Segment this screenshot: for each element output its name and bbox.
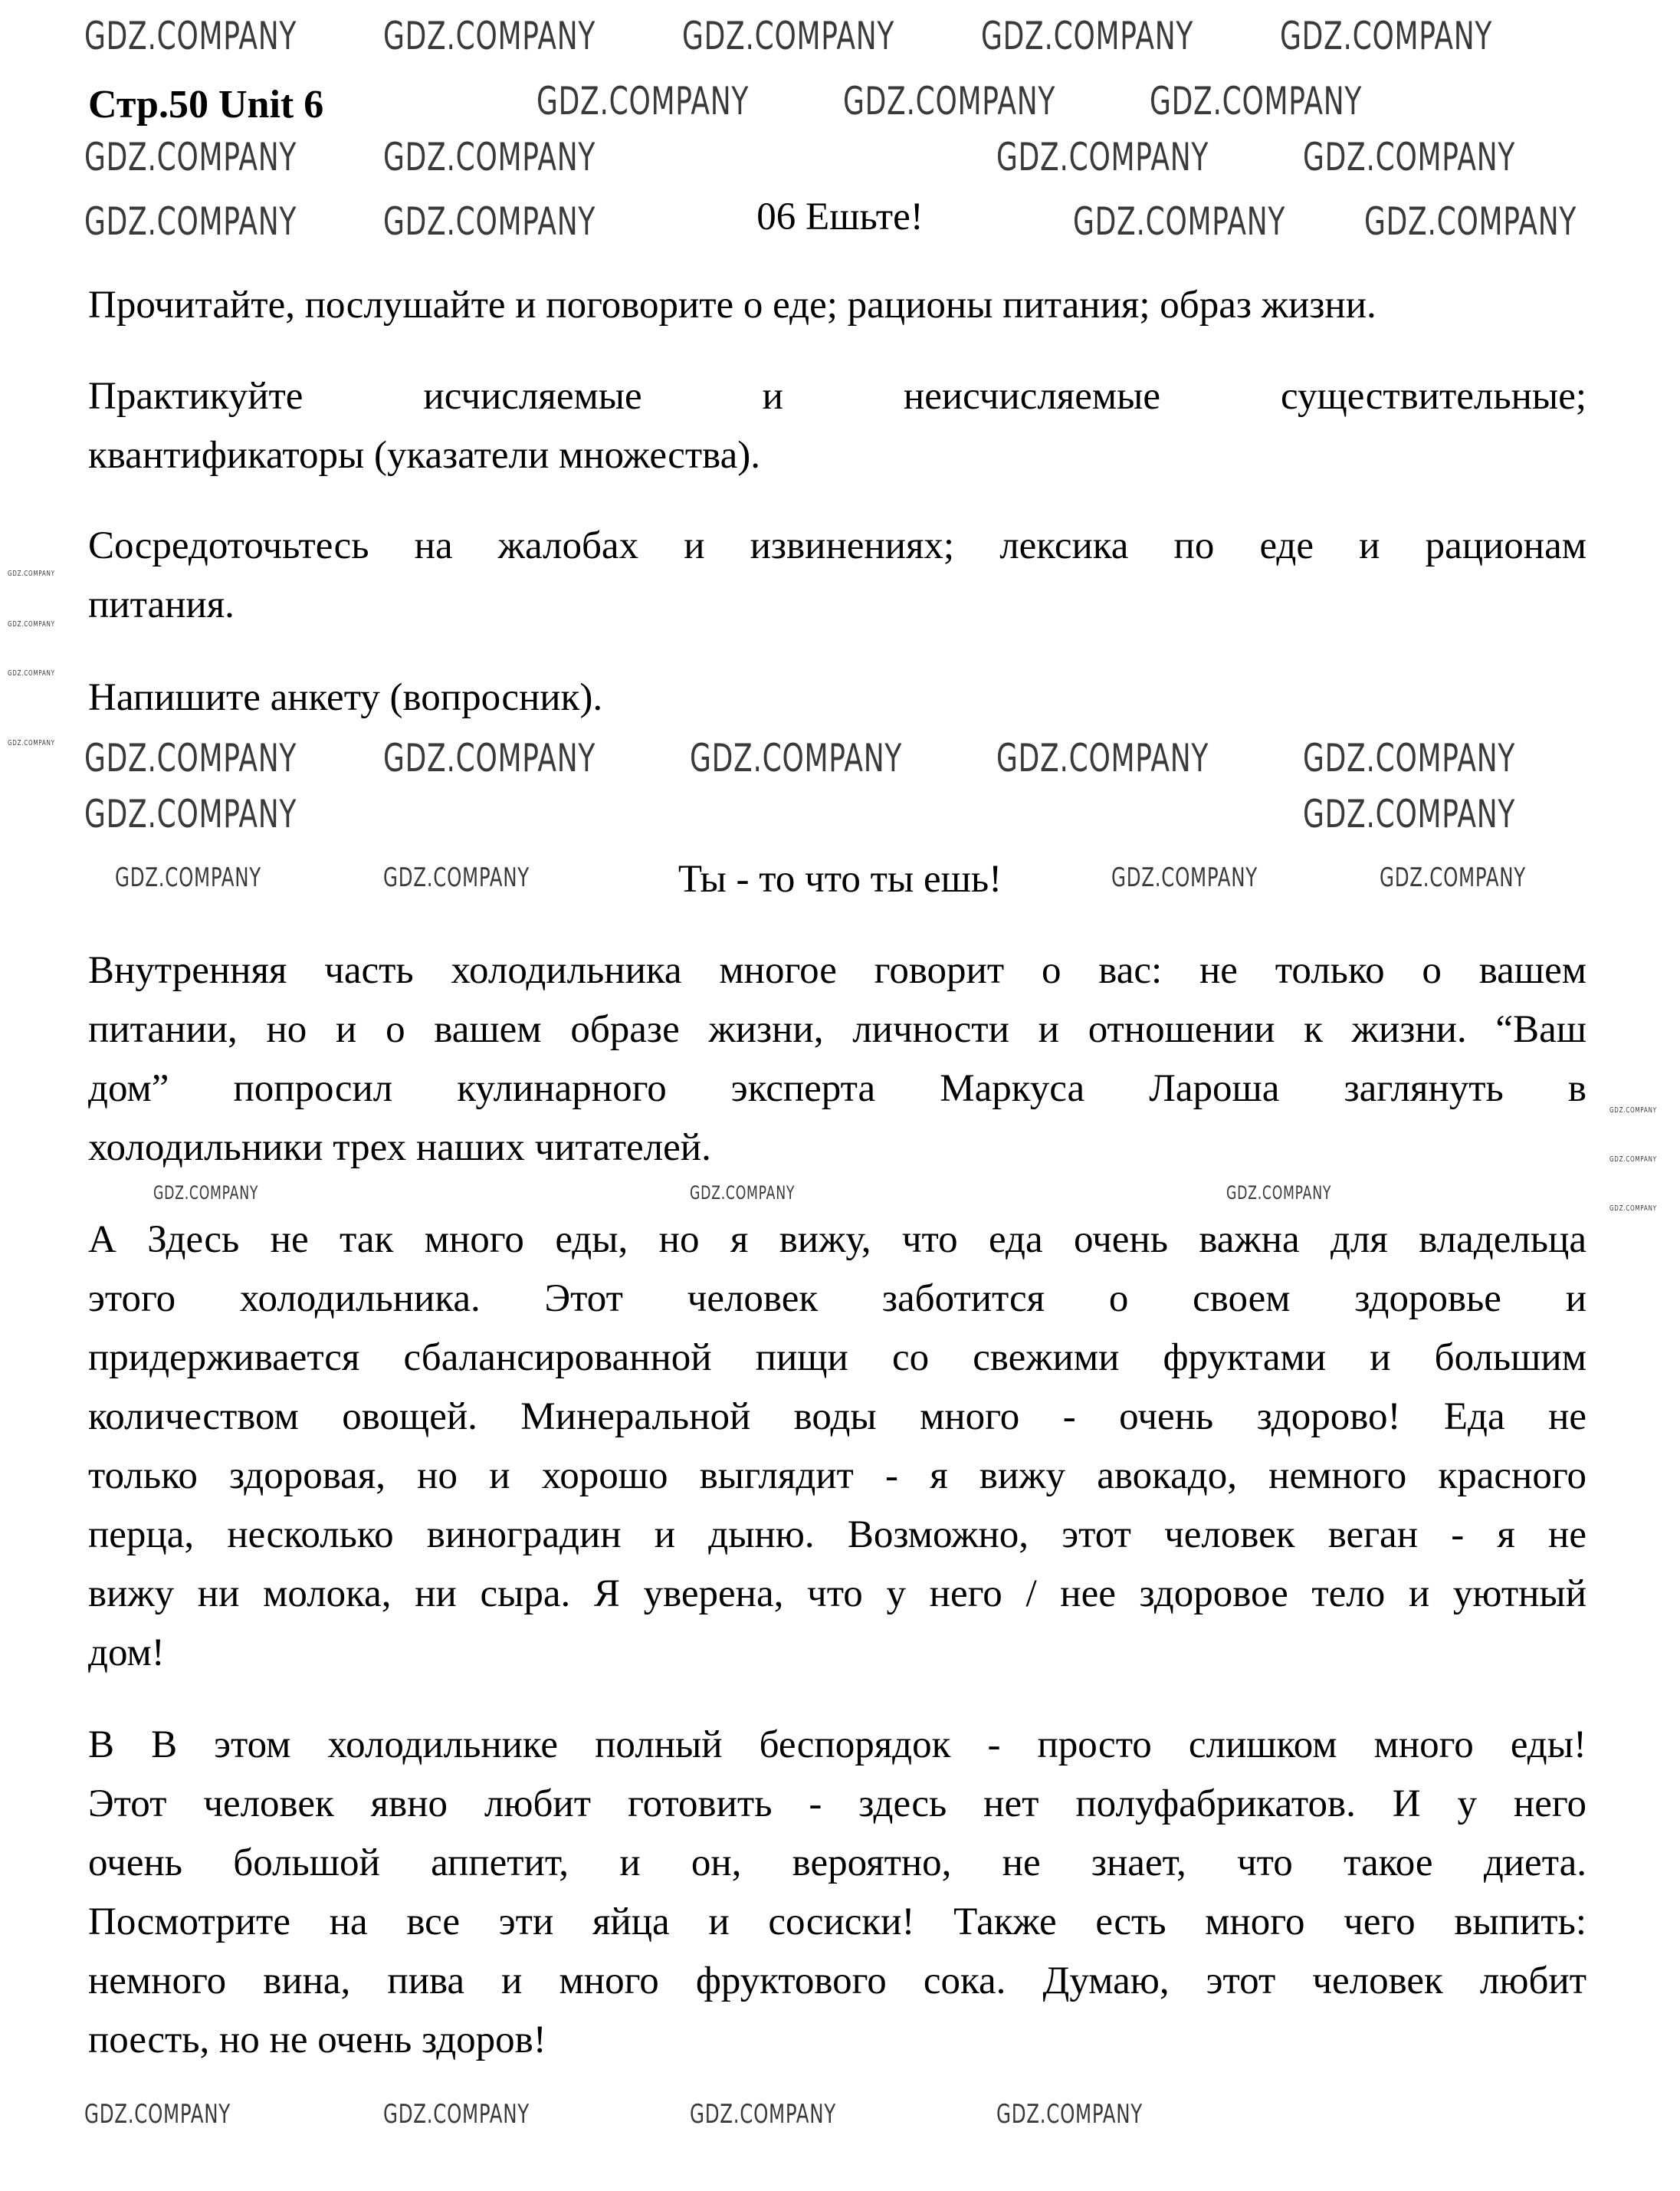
objective-3 bbox=[88, 517, 1586, 635]
watermark: GDZ.COMPANY bbox=[84, 135, 297, 179]
article-paragraph-a bbox=[88, 1210, 1586, 1683]
watermark: GDZ.COMPANY bbox=[383, 135, 596, 179]
text-line: вижу ни молока, ни сыра. Я уверена, что у него / нее здоровое тело и уютный bbox=[88, 1572, 1586, 1615]
article-paragraph-b bbox=[88, 1716, 1586, 2070]
text-line: квантификаторы (указатели множества). bbox=[88, 434, 760, 477]
watermark: GDZ.COMPANY bbox=[1303, 135, 1516, 179]
text-line: питании, но и о вашем образе жизни, личности и отношении к жизни. “Ваш bbox=[88, 1008, 1586, 1051]
watermark: GDZ.COMPANY bbox=[1073, 199, 1286, 244]
watermark: GDZ.COMPANY bbox=[383, 862, 530, 893]
text-line: дом” попросил кулинарного эксперта Маркуса Лароша заглянуть в bbox=[88, 1067, 1586, 1110]
watermark: GDZ.COMPANY bbox=[996, 2099, 1143, 2130]
watermark: GDZ.COMPANY bbox=[1609, 1155, 1657, 1164]
watermark: GDZ.COMPANY bbox=[84, 792, 297, 836]
text-line: Напишите анкету (вопросник). bbox=[88, 676, 603, 719]
watermark: GDZ.COMPANY bbox=[153, 1182, 259, 1204]
watermark: GDZ.COMPANY bbox=[383, 14, 596, 58]
watermark: GDZ.COMPANY bbox=[682, 14, 895, 58]
objective-2 bbox=[88, 367, 1586, 485]
watermark: GDZ.COMPANY bbox=[1280, 14, 1493, 58]
watermark: GDZ.COMPANY bbox=[84, 14, 297, 58]
watermark: GDZ.COMPANY bbox=[996, 736, 1209, 780]
text-line: очень большой аппетит, и он, вероятно, не знает, что такое диета. bbox=[88, 1841, 1586, 1884]
watermark: GDZ.COMPANY bbox=[690, 2099, 836, 2130]
text-line: Практикуйте исчисляемые и неисчисляемые существительные; bbox=[88, 375, 1586, 418]
article-paragraph-intro bbox=[88, 941, 1586, 1178]
watermark: GDZ.COMPANY bbox=[981, 14, 1194, 58]
text-line: В В этом холодильнике полный беспорядок - просто слишком много еды! bbox=[88, 1723, 1586, 1766]
watermark: GDZ.COMPANY bbox=[84, 736, 297, 780]
watermark: GDZ.COMPANY bbox=[1380, 862, 1526, 893]
watermark: GDZ.COMPANY bbox=[1303, 792, 1516, 836]
watermark: GDZ.COMPANY bbox=[8, 739, 55, 747]
watermark: GDZ.COMPANY bbox=[1150, 79, 1363, 123]
watermark: GDZ.COMPANY bbox=[8, 620, 55, 629]
text-line: поесть, но не очень здоров! bbox=[88, 2019, 546, 2061]
watermark: GDZ.COMPANY bbox=[1609, 1106, 1657, 1115]
watermark: GDZ.COMPANY bbox=[383, 2099, 530, 2130]
watermark: GDZ.COMPANY bbox=[1364, 199, 1577, 244]
text-line: придерживается сбалансированной пищи со свежими фруктами и большим bbox=[88, 1336, 1586, 1379]
unit-heading: 06 Ешьте! bbox=[756, 195, 924, 238]
watermark: GDZ.COMPANY bbox=[843, 79, 1056, 123]
watermark: GDZ.COMPANY bbox=[1226, 1182, 1332, 1204]
watermark: GDZ.COMPANY bbox=[84, 2099, 231, 2130]
text-line: Сосредоточьтесь на жалобах и извинениях; лексика по еде и рационам bbox=[88, 524, 1586, 567]
article-title: Ты - то что ты ешь! bbox=[678, 858, 1002, 901]
watermark: GDZ.COMPANY bbox=[115, 862, 261, 893]
text-line: Внутренняя часть холодильника многое говорит о вас: не только о вашем bbox=[88, 949, 1586, 992]
watermark: GDZ.COMPANY bbox=[1303, 736, 1516, 780]
watermark: GDZ.COMPANY bbox=[690, 1182, 796, 1204]
watermark: GDZ.COMPANY bbox=[8, 669, 55, 678]
objective-4 bbox=[88, 668, 1586, 728]
watermark: GDZ.COMPANY bbox=[1609, 1204, 1657, 1213]
objective-1 bbox=[88, 276, 1586, 335]
text-line: этого холодильника. Этот человек заботится о своем здоровье и bbox=[88, 1277, 1586, 1320]
text-line: перца, несколько виноградин и дыню. Возможно, этот человек веган - я не bbox=[88, 1513, 1586, 1556]
page-title: Стр.50 Unit 6 bbox=[88, 83, 324, 126]
watermark: GDZ.COMPANY bbox=[996, 135, 1209, 179]
watermark: GDZ.COMPANY bbox=[8, 570, 55, 578]
watermark: GDZ.COMPANY bbox=[383, 199, 596, 244]
text-line: немного вина, пива и много фруктового сока. Думаю, этот человек любит bbox=[88, 1959, 1586, 2002]
watermark: GDZ.COMPANY bbox=[536, 79, 750, 123]
text-line: Посмотрите на все эти яйца и сосиски! Также есть много чего выпить: bbox=[88, 1900, 1586, 1943]
text-line: А Здесь не так много еды, но я вижу, что еда очень важна для владельца bbox=[88, 1218, 1586, 1261]
watermark: GDZ.COMPANY bbox=[690, 736, 903, 780]
watermark: GDZ.COMPANY bbox=[84, 199, 297, 244]
text-line: количеством овощей. Минеральной воды много - очень здорово! Еда не bbox=[88, 1395, 1586, 1438]
text-line: Этот человек явно любит готовить - здесь нет полуфабрикатов. И у него bbox=[88, 1782, 1586, 1825]
text-line: питания. bbox=[88, 583, 235, 626]
text-line: Прочитайте, послушайте и поговорите о еде; рационы питания; образ жизни. bbox=[88, 284, 1376, 327]
text-line: дом! bbox=[88, 1631, 165, 1674]
text-line: холодильники трех наших читателей. bbox=[88, 1126, 711, 1169]
watermark: GDZ.COMPANY bbox=[1111, 862, 1258, 893]
watermark: GDZ.COMPANY bbox=[383, 736, 596, 780]
text-line: только здоровая, но и хорошо выглядит - я вижу авокадо, немного красного bbox=[88, 1454, 1586, 1497]
